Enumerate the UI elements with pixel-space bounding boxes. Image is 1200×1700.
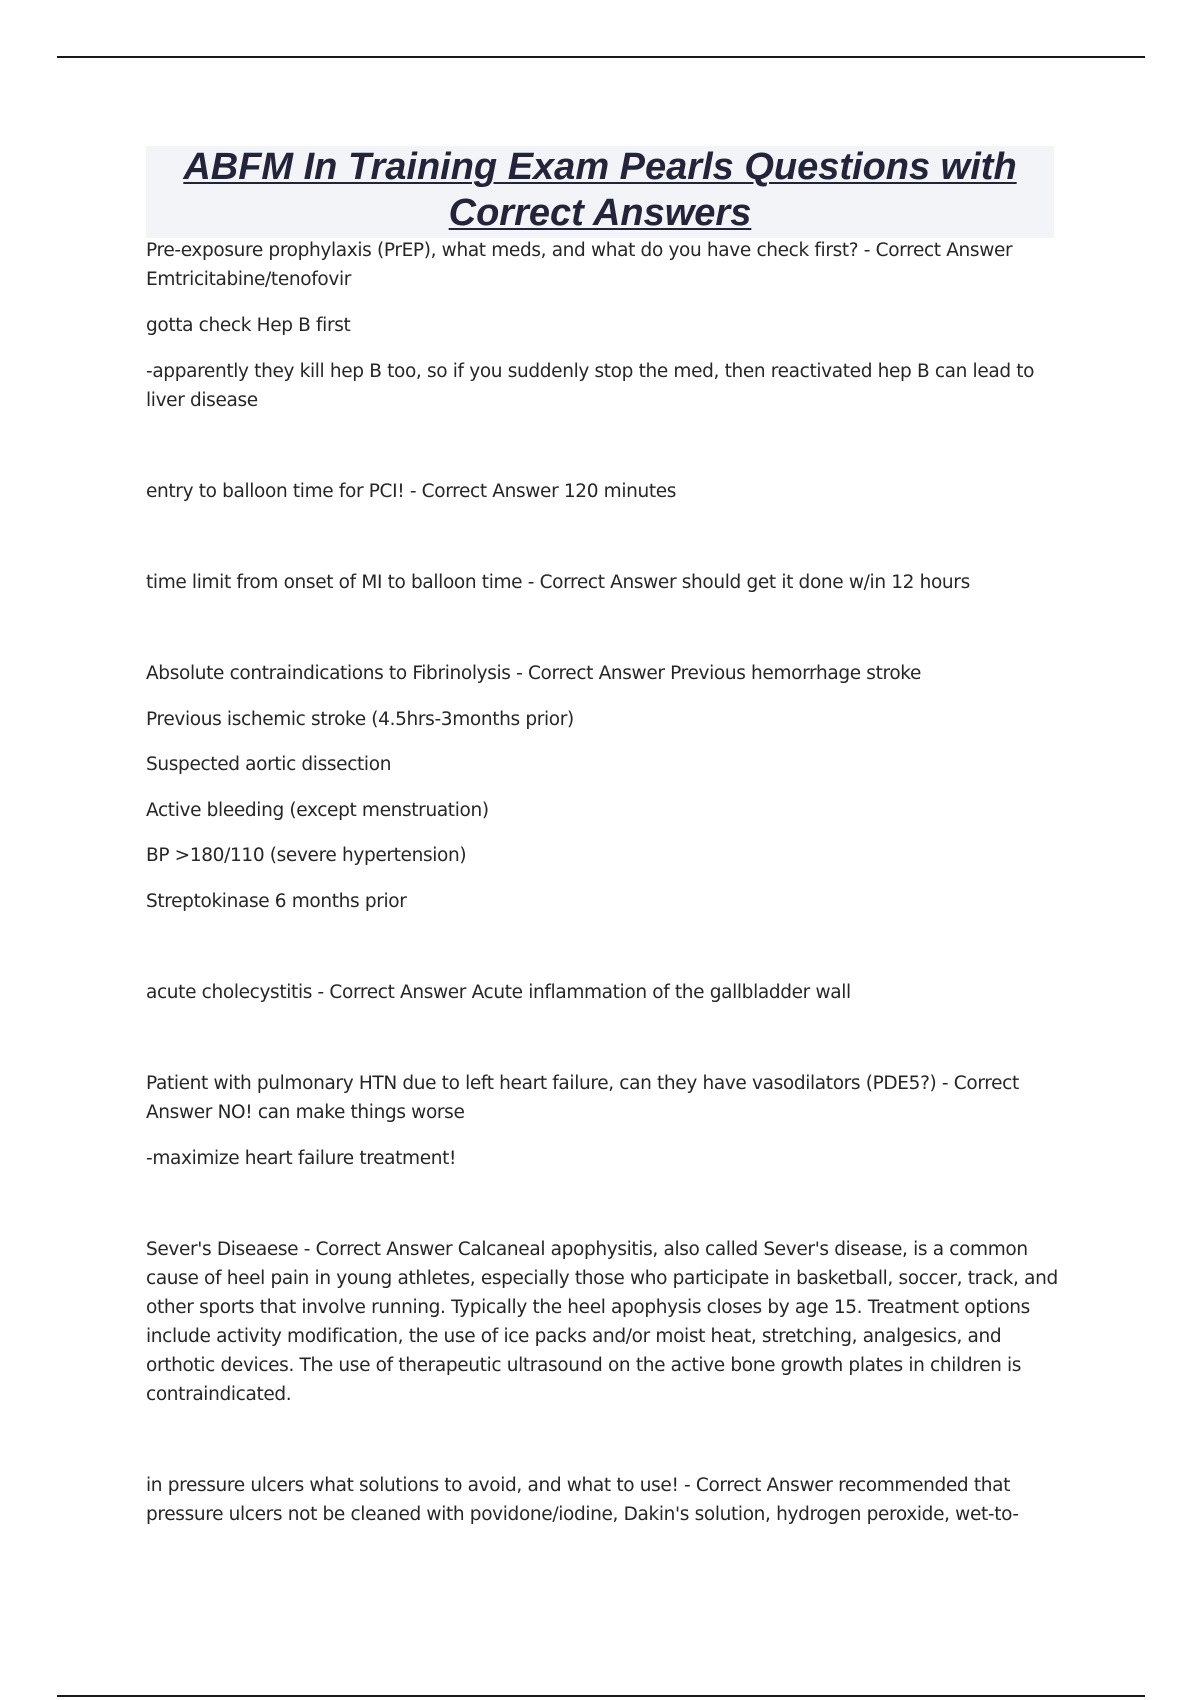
qa-severs-line-6: contraindicated. — [146, 1384, 292, 1405]
qa-fibrinolysis-item-4: BP >180/110 (severe hypertension) — [146, 845, 467, 866]
qa-prep-note-2b: liver disease — [146, 390, 258, 411]
qa-prep-note-2a: -apparently they kill hep B too, so if you suddenly stop the med, then reactivated hep B can lead to — [146, 361, 1035, 382]
qa-severs-line-1: Sever's Diseaese - Correct Answer Calcaneal apophysitis, also called Sever's disease, is a common — [146, 1239, 1028, 1260]
qa-mi-time-limit: time limit from onset of MI to balloon time - Correct Answer should get it done w/in 12 hours — [146, 572, 970, 593]
qa-severs-line-2: cause of heel pain in young athletes, especially those who participate in basketball, soccer, track, and — [146, 1268, 1058, 1289]
qa-prep-question: Pre-exposure prophylaxis (PrEP), what meds, and what do you have check first? - Correct Answer — [146, 240, 1013, 261]
qa-pci-balloon-time: entry to balloon time for PCI! - Correct Answer 120 minutes — [146, 481, 677, 502]
qa-fibrinolysis-item-1: Previous ischemic stroke (4.5hrs-3months prior) — [146, 709, 574, 730]
qa-fibrinolysis-item-3: Active bleeding (except menstruation) — [146, 800, 489, 821]
qa-pressure-ulcer-line-2: pressure ulcers not be cleaned with povidone/iodine, Dakin's solution, hydrogen peroxide, wet-to- — [146, 1504, 1019, 1525]
qa-fibrinolysis-question: Absolute contraindications to Fibrinolysis - Correct Answer Previous hemorrhage stroke — [146, 663, 922, 684]
qa-prep-note-1: gotta check Hep B first — [146, 315, 351, 336]
qa-pulm-htn-note: -maximize heart failure treatment! — [146, 1148, 457, 1169]
qa-prep-answer: Emtricitabine/tenofovir — [146, 269, 351, 290]
title-line-1: ABFM In Training Exam Pearls Questions with — [183, 146, 1017, 188]
title-line-2: Correct Answers — [448, 192, 752, 234]
qa-severs-line-5: orthotic devices. The use of therapeutic ultrasound on the active bone growth plates in children is — [146, 1355, 1022, 1376]
qa-fibrinolysis-item-2: Suspected aortic dissection — [146, 754, 392, 775]
qa-pressure-ulcer-line-1: in pressure ulcers what solutions to avoid, and what to use! - Correct Answer recommended that — [146, 1475, 1011, 1496]
qa-severs-line-3: other sports that involve running. Typically the heel apophysis closes by age 15. Treatment options — [146, 1297, 1030, 1318]
qa-pulm-htn-answer: Answer NO! can make things worse — [146, 1102, 465, 1123]
document-title — [146, 144, 1054, 236]
qa-pulm-htn-question: Patient with pulmonary HTN due to left heart failure, can they have vasodilators (PDE5?) - Correct — [146, 1073, 1019, 1094]
qa-severs-line-4: include activity modification, the use of ice packs and/or moist heat, stretching, analgesics, and — [146, 1326, 1002, 1347]
qa-fibrinolysis-item-5: Streptokinase 6 months prior — [146, 891, 407, 912]
footer-rule — [57, 1695, 1145, 1697]
qa-cholecystitis: acute cholecystitis - Correct Answer Acute inflammation of the gallbladder wall — [146, 982, 851, 1003]
header-rule — [57, 56, 1145, 58]
